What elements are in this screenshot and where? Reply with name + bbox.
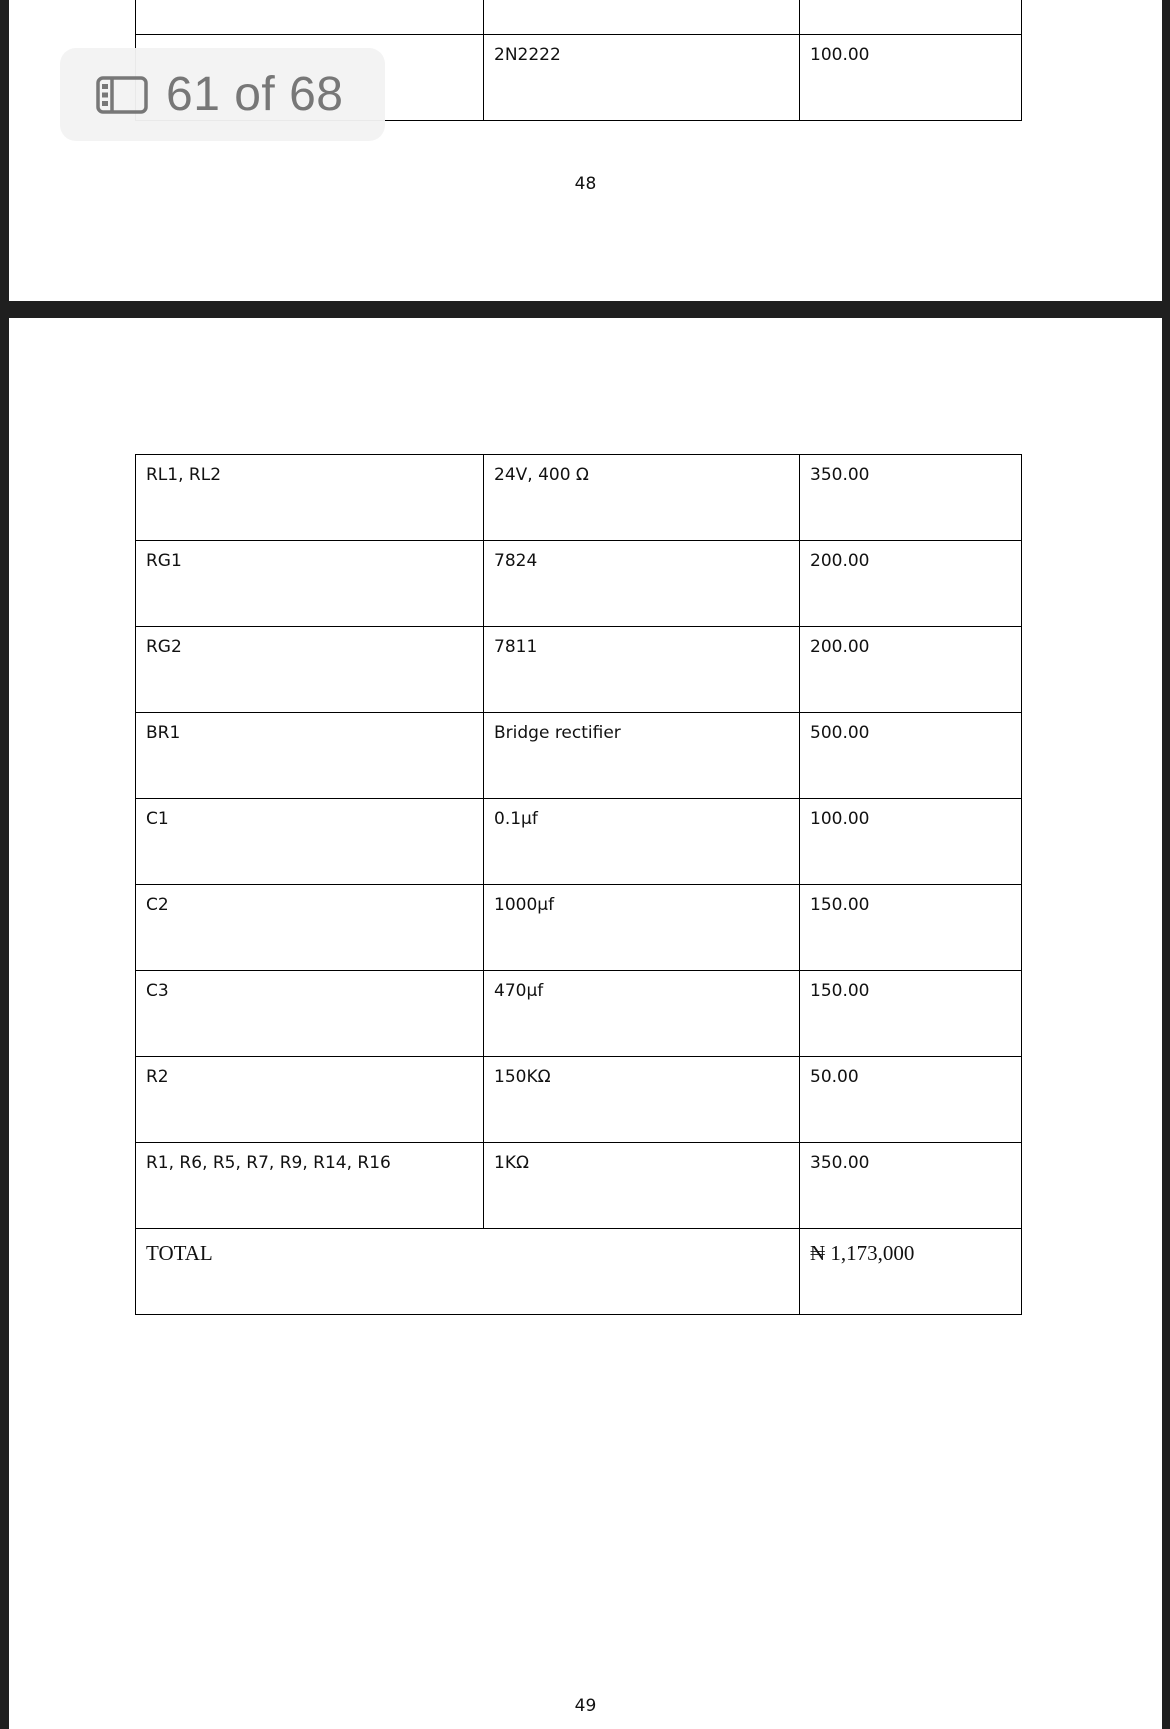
table-cell: RL1, RL2 xyxy=(136,455,484,541)
total-value: ₦ 1,173,000 xyxy=(800,1229,1022,1315)
table-cell: 100.00 xyxy=(800,799,1022,885)
document-page-48 xyxy=(9,0,1162,301)
table-cell: 150KΩ xyxy=(484,1057,800,1143)
table-cell: 2N2222 xyxy=(484,35,800,121)
table-cell: 350.00 xyxy=(800,1143,1022,1229)
table-cell: 470µf xyxy=(484,971,800,1057)
table-row xyxy=(136,713,1022,799)
table-cell: 7811 xyxy=(484,627,800,713)
table-cell: 1000µf xyxy=(484,885,800,971)
table-row xyxy=(136,885,1022,971)
table-cell xyxy=(136,0,484,35)
page-indicator-label: 61 of 68 xyxy=(166,68,344,121)
table-row xyxy=(136,0,1022,35)
table-cell xyxy=(800,0,1022,35)
table-cell: 200.00 xyxy=(800,541,1022,627)
table-cell: 200.00 xyxy=(800,627,1022,713)
page-number: 49 xyxy=(574,1696,597,1716)
table-cell: 1KΩ xyxy=(484,1143,800,1229)
table-cell: RG2 xyxy=(136,627,484,713)
page-indicator[interactable] xyxy=(60,48,385,141)
table-cell: 150.00 xyxy=(800,885,1022,971)
table-cell: C3 xyxy=(136,971,484,1057)
table-cell: 100.00 xyxy=(800,35,1022,121)
table-cell xyxy=(484,0,800,35)
table-cell: R2 xyxy=(136,1057,484,1143)
page-number: 48 xyxy=(574,174,597,194)
total-label: TOTAL xyxy=(136,1229,800,1315)
document-page-49 xyxy=(9,318,1162,1729)
table-cell: 150.00 xyxy=(800,971,1022,1057)
table-row xyxy=(136,627,1022,713)
table-row xyxy=(136,1143,1022,1229)
table-cell: RG1 xyxy=(136,541,484,627)
table-cell: C1 xyxy=(136,799,484,885)
table-row xyxy=(136,455,1022,541)
table-cell: Bridge rectifier xyxy=(484,713,800,799)
table-cell: 24V, 400 Ω xyxy=(484,455,800,541)
table-row xyxy=(136,799,1022,885)
table-cell: 50.00 xyxy=(800,1057,1022,1143)
table-row-total xyxy=(136,1229,1022,1315)
table-row xyxy=(136,541,1022,627)
sidebar-thumbnails-icon xyxy=(96,76,148,114)
table-cell: C2 xyxy=(136,885,484,971)
table-cell: 500.00 xyxy=(800,713,1022,799)
components-table xyxy=(135,454,1022,1315)
table-cell: BR1 xyxy=(136,713,484,799)
table-row xyxy=(136,971,1022,1057)
table-cell: 0.1µf xyxy=(484,799,800,885)
table-row xyxy=(136,1057,1022,1143)
table-cell: 7824 xyxy=(484,541,800,627)
table-cell: R1, R6, R5, R7, R9, R14, R16 xyxy=(136,1143,484,1229)
table-cell: 350.00 xyxy=(800,455,1022,541)
